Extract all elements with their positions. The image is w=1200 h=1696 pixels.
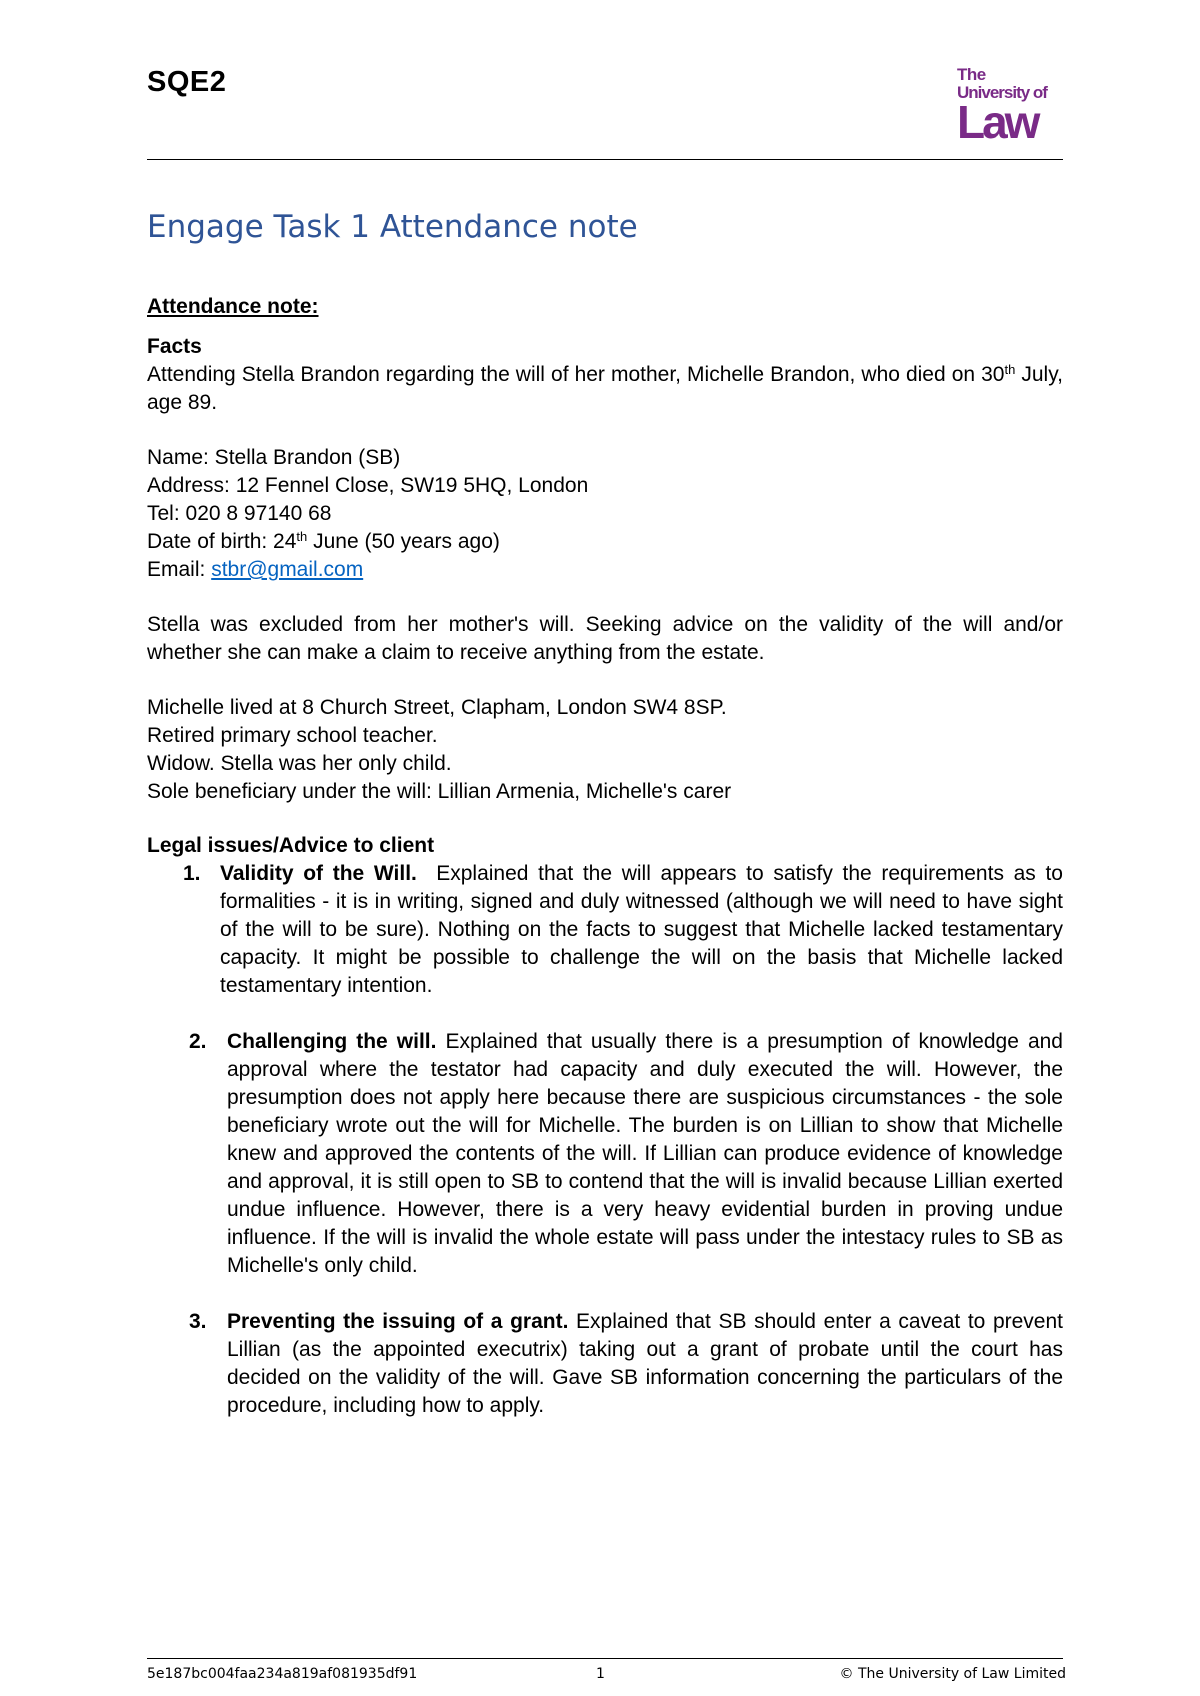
issue-title: Validity of the Will. [220,862,417,885]
document-title: Engage Task 1 Attendance note [147,209,638,245]
footer-doc-id: 5e187bc004faa234a819af081935df91 [147,1666,418,1682]
deceased-line: Retired primary school teacher. [147,724,438,747]
client-tel: Tel: 020 8 97140 68 [147,502,332,525]
issue-title: Preventing the issuing of a grant. [227,1310,569,1333]
deceased-line: Sole beneficiary under the will: Lillian Armenia, Michelle's carer [147,780,732,803]
header-divider [147,159,1063,160]
facts-intro: Attending Stella Brandon regarding the will of her mother, Michelle Brandon, who died on 30th July, age 89. [147,362,1063,414]
client-email: Email: stbr@gmail.com [147,558,364,581]
issue-text: Explained that SB should enter a caveat to prevent Lillian (as the appointed executrix) taking out a grant of probate until the court has decided on the validity of the will. Gave SB information concerning the particulars of the procedure, including how to apply. [227,1310,1063,1417]
issue-title: Challenging the will. [227,1030,437,1053]
summary-paragraph: Stella was excluded from her mother's will. Seeking advice on the validity of the will and/or whether she can make a claim to receive anything from the estate. [147,613,1063,664]
email-link[interactable]: stbr@gmail.com [211,558,364,581]
issue-number: 3. [189,1310,207,1333]
footer-copyright: © The University of Law Limited [839,1666,1066,1682]
issue-item-1 [147,860,1069,1000]
legal-issues-heading: Legal issues/Advice to client [147,834,435,857]
issue-item-2 [147,1028,1063,1280]
issue-number: 2. [189,1030,207,1053]
footer-divider [147,1658,1063,1659]
logo-line-2: University of [957,83,1047,102]
header-title: SQE2 [147,66,227,98]
footer-page-number: 1 [596,1666,605,1682]
issue-text: Explained that usually there is a presumption of knowledge and approval where the testator had capacity and duly executed the will. However, the presumption does not apply here because there are suspicious circumstances - the sole beneficiary wrote out the will for Michelle. The burden is on Lillian to show that Michelle knew and approved the contents of the will. If Lillian can produce evidence of knowledge and approval, it is still open to SB to contend that the will is invalid because Lillian exerted undue influence. However, there is a very heavy evidential burden in proving undue influence. If the will is invalid the whole estate will pass under the intestacy rules to SB as Michelle's only child. [227,1030,1063,1277]
logo-line-1: The [957,65,986,84]
client-name: Name: Stella Brandon (SB) [147,446,401,469]
client-address: Address: 12 Fennel Close, SW19 5HQ, London [147,474,589,497]
document-body [147,293,1069,1420]
logo-line-3: Law [957,96,1038,148]
university-logo [957,65,1062,148]
deceased-line: Michelle lived at 8 Church Street, Clapham, London SW4 8SP. [147,696,727,719]
issue-number: 1. [183,862,201,885]
client-details [147,444,1063,584]
deceased-details [147,694,1063,806]
attendance-note-heading: Attendance note: [147,295,319,318]
issue-text: Explained that the will appears to satisfy the requirements as to formalities - it is in writing, signed and duly witnessed (although we will need to have sight of the will to be sure). Nothing on the facts to suggest that Michelle lacked testamentary capacity. It might be possible to challenge the will on the basis that Michelle lacked testamentary intention. [220,862,1069,997]
issue-item-3 [147,1308,1063,1420]
client-dob: Date of birth: 24th June (50 years ago) [147,529,500,553]
facts-heading: Facts [147,335,202,358]
deceased-line: Widow. Stella was her only child. [147,752,452,775]
